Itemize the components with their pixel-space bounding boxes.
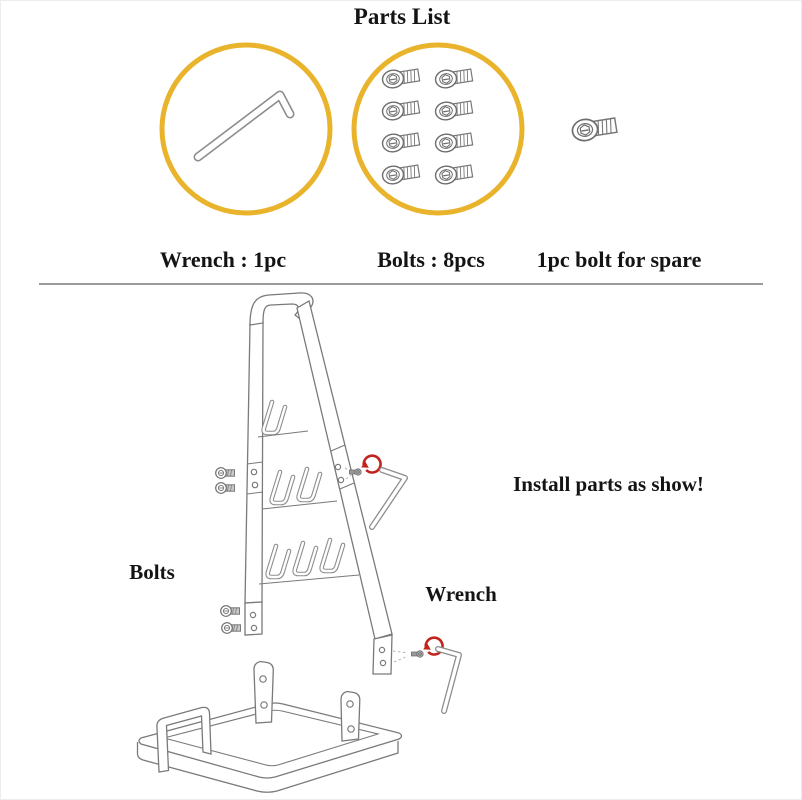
bolts-quantity-label: Bolts : 8pcs [377,247,485,272]
highlight-circle [162,45,330,213]
hex-wrench-icon [372,470,405,527]
lower-fastening-point [393,638,459,711]
bolt-icons [381,66,473,185]
illustration [1,1,802,800]
wrench-quantity-label: Wrench : 1pc [159,247,287,272]
hex-wrench-icon [198,95,290,157]
wrench-part-group [162,45,330,213]
loose-bolt-icons [216,468,241,634]
section-divider [39,283,763,285]
install-instruction: Install parts as show! [513,472,704,496]
bolts-part-group [354,45,522,213]
spare-bolt-icon [571,115,618,143]
highlight-circle [354,45,522,213]
hex-wrench-icon [438,649,459,711]
page-title: Parts List [353,4,451,29]
rotation-arrow-icon [349,456,380,476]
spare-bolt-label: 1pc bolt for spare [536,247,702,272]
assembly-diagram [138,293,460,792]
wrench-callout: Wrench [425,582,497,606]
bolts-callout: Bolts [129,560,175,584]
stand-strut [297,301,392,674]
stand-pole [245,293,313,635]
